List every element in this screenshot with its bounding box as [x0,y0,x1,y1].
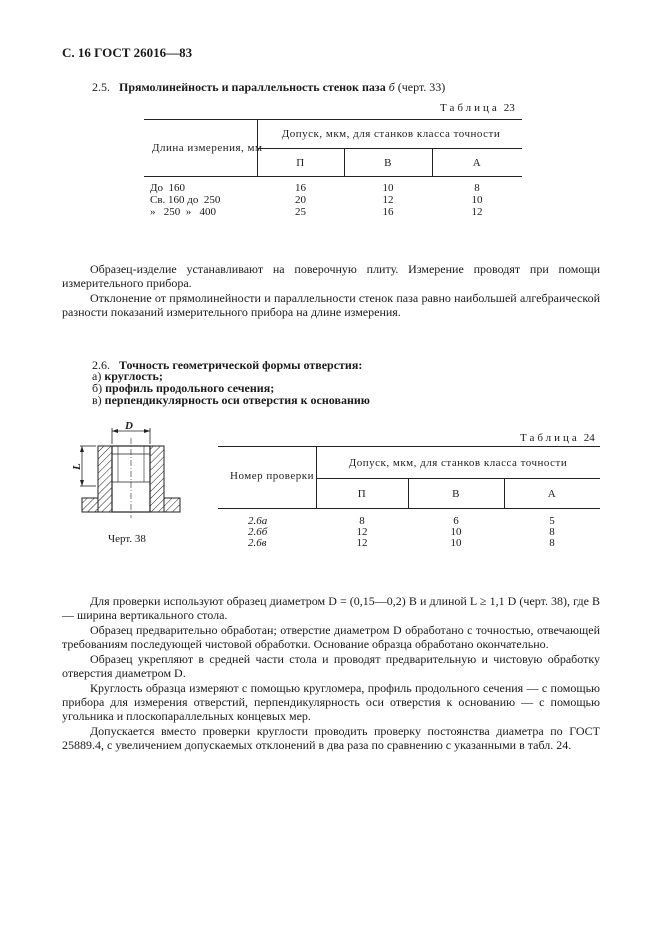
table-cell: 12 [356,537,368,549]
table-rule [144,119,522,120]
table-caption-word: Таблица [440,102,500,114]
list-item [92,394,370,407]
table-rule [257,148,522,149]
row-label: » 250 » 400 [150,206,216,218]
list-text: профиль продольного сечения; [105,381,275,395]
table-cell: 12 [382,194,394,206]
class-header: А [472,157,482,169]
table-cell: 5 [549,515,555,527]
paragraph-text: Для проверки используют образец диаметром D = (0,15—0,2) B и длиной L ≥ 1,1 D (черт. 38), где B — ширина вертикального стола. [62,594,600,622]
column-header: Длина измерения, мм [152,142,263,154]
table-rule [218,508,600,509]
paragraph-text: Допускается вместо проверки круглости проводить проверку постоянства диаметра по ГОСТ 25889.4, с увеличением допускаемых отклонений в два раза по сравнению с указанными в табл. 24. [62,724,600,752]
group-header: Допуск, мкм, для станков класса точности [281,128,501,140]
table-cell: 8 [359,515,365,527]
table-cell: 12 [471,206,483,218]
class-header: В [384,157,392,169]
section-number: 2.6. [92,358,110,372]
row-label: До 160 [150,182,186,194]
list-marker: в) [92,393,102,407]
arrow-icon [80,480,84,486]
paragraph [62,681,600,723]
list-text: круглость; [104,369,163,383]
paragraph-text: Круглость образца измеряют с помощью кругломера, профиль продольного сечения — с помощью прибора для измерения отверстий, перпендикулярность оси отверстия к основанию — с помощью угольника и плоскопараллельных концевых мер. [62,681,600,723]
label-l: L [71,463,83,470]
table-cell: 12 [356,526,368,538]
paragraph-text: Образец предварительно обработан; отверстие диаметром D обработано с точностью, отвечающей требованиям последующей чистовой обработки. Основание образца обработано окончательно. [62,623,600,651]
table-cell: 6 [453,515,459,527]
class-header: П [357,488,367,500]
table-cell: 10 [382,182,394,194]
arrow-icon [112,429,118,433]
paragraph-text: Отклонение от прямолинейности и параллельности стенок паза равно наибольшей алгебраической разности показаний измерительного прибора на длине измерения. [62,291,600,319]
figure-38-drawing [68,418,198,526]
section-2-5-title [92,80,445,95]
group-header: Допуск, мкм, для станков класса точности [348,457,568,469]
table-24-caption [520,432,595,444]
paragraph [62,623,600,651]
row-label: 2.6б [248,526,268,538]
paragraph [62,652,600,680]
table-cell: 20 [295,194,306,206]
table-cell: 8 [549,526,555,538]
table-cell: 10 [450,537,462,549]
table-cell: 25 [295,206,306,218]
arrow-icon [80,446,84,452]
section-title-bold: Прямолинейность и параллельность стенок паза [119,80,386,94]
section-title-italic: б [388,80,395,94]
table-cell: 16 [295,182,306,194]
class-header: А [547,488,557,500]
table-caption-number: 24 [583,432,595,444]
label-d: D [125,420,133,432]
list-marker: а) [92,369,102,383]
table-caption-word: Таблица [520,432,580,444]
row-label: 2.6а [248,515,268,527]
arrow-icon [144,429,150,433]
paragraph [62,724,600,752]
table-23-caption [440,102,515,114]
table-cell: 16 [382,206,394,218]
class-header: В [452,488,460,500]
section-hatch [150,446,164,512]
section-hatch [98,446,112,512]
paragraph [62,594,600,622]
column-header: Номер проверки [230,470,314,482]
class-header: П [296,157,305,169]
figure-caption: Черт. 38 [108,533,146,545]
paragraph [62,262,600,290]
paragraph [62,291,600,319]
list-marker: б) [92,381,103,395]
table-cell: 10 [450,526,462,538]
section-title-bold: Точность геометрической формы отверстия: [119,358,363,372]
table-caption-number: 23 [503,102,515,114]
page-header: С. 16 ГОСТ 26016—83 [62,45,193,60]
table-cell: 10 [471,194,483,206]
section-title-ref: (черт. 33) [397,80,446,94]
list-text: перпендикулярность оси отверстия к основанию [104,393,370,407]
table-cell: 8 [549,537,555,549]
section-number: 2.5. [92,80,110,94]
table-cell: 8 [474,182,480,194]
base-hatch [164,498,180,512]
paragraph-text: Образец укрепляют в средней части стола и проводят предварительную и чистовую обработку отверстия диаметром D. [62,652,600,680]
row-label: Св. 160 до 250 [150,194,221,206]
table-rule [316,478,600,479]
table-rule [218,446,600,447]
paragraph-text: Образец-изделие устанавливают на поверочную плиту. Измерение проводят при помощи измерительного прибора. [62,262,600,290]
row-label: 2.6в [248,537,267,549]
base-hatch [82,498,98,512]
table-rule [144,176,522,177]
